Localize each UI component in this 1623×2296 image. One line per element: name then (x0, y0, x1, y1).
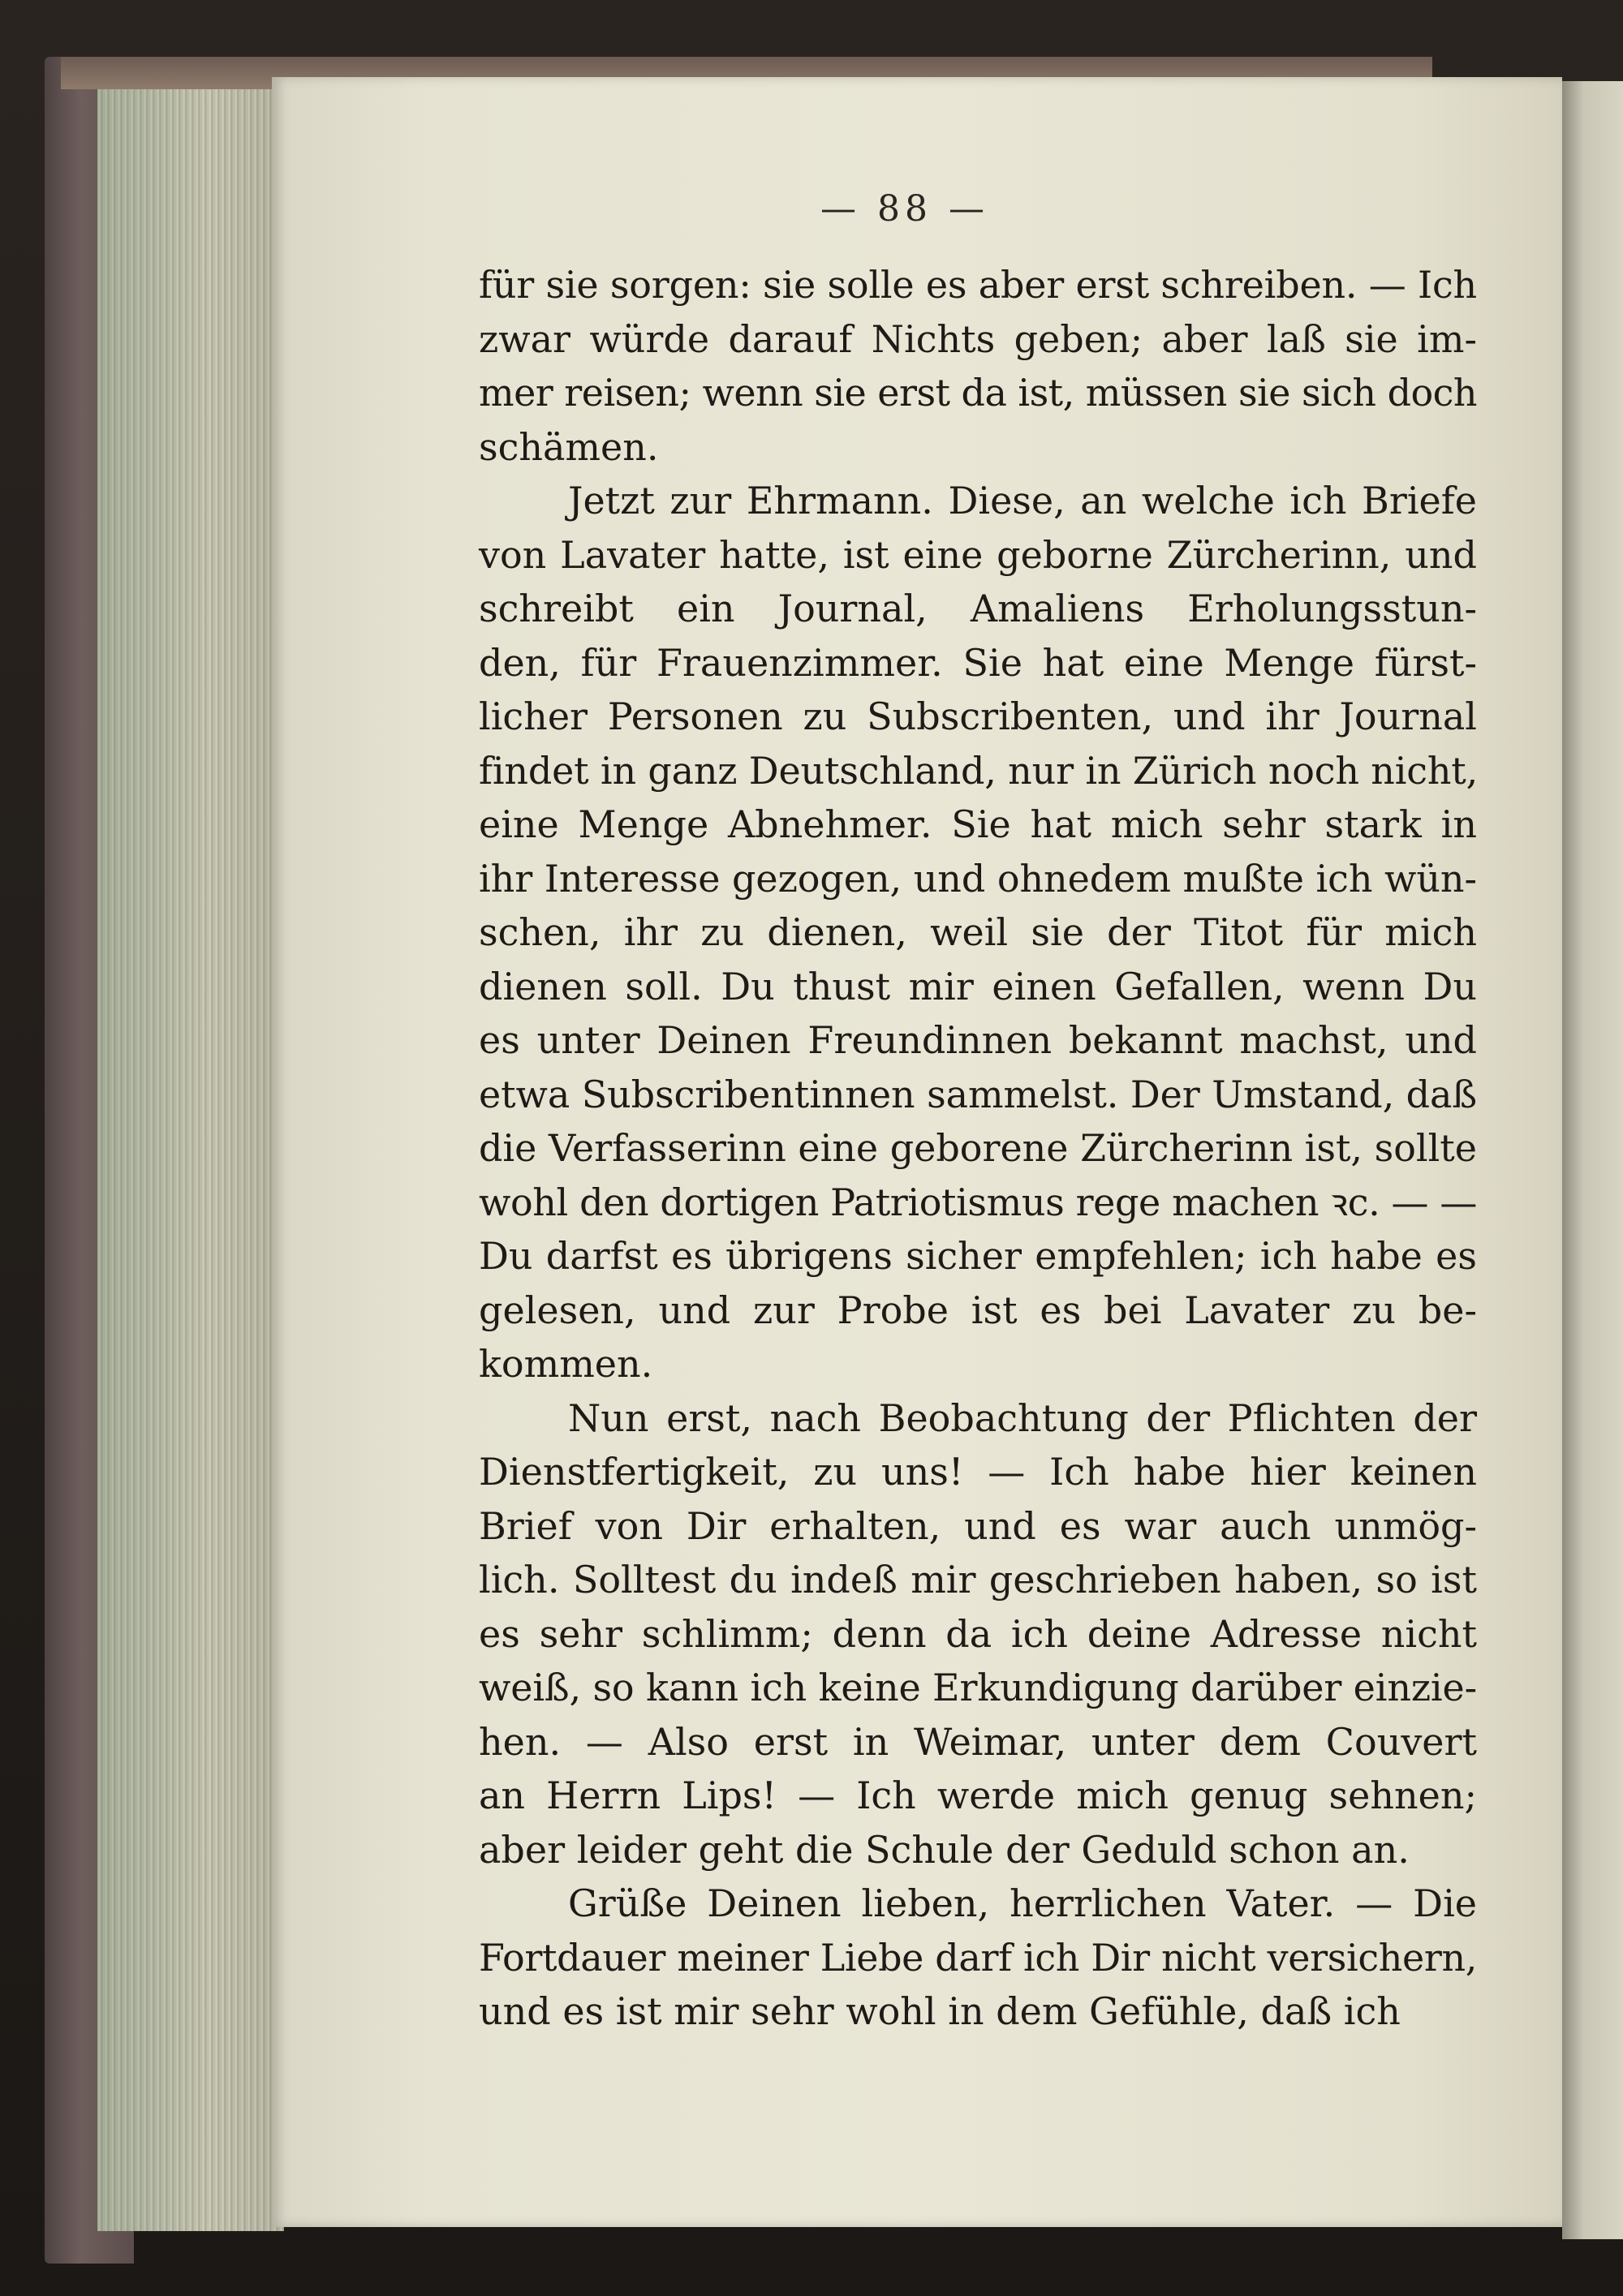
text-line: dienen soll. Du thust mir einen Gefallen, wenn Du (479, 964, 1477, 1008)
text-line: den, für Frauenzimmer. Sie hat eine Menge fürst- (479, 640, 1477, 685)
facing-page-edge (1562, 81, 1623, 2239)
text-line: etwa Subscribentinnen sammelst. Der Umstand, daß (479, 1072, 1477, 1116)
text-line: weiß, so kann ich keine Erkundigung darüber einzie- (479, 1666, 1477, 1709)
text-line: schämen. (479, 424, 659, 469)
text-line: mer reisen; wenn sie erst da ist, müssen sie sich doch (479, 371, 1477, 415)
paragraph (479, 1877, 1477, 2039)
text-line: für sie sorgen: sie solle es aber erst schreiben. — Ich (479, 263, 1477, 307)
text-line: lich. Solltest du indeß mir geschrieben haben, so ist (479, 1558, 1477, 1602)
body-text (479, 258, 1477, 2039)
text-line: gelesen, und zur Probe ist es bei Lavater zu be- (479, 1288, 1477, 1332)
paragraph (479, 258, 1477, 474)
page-edges-shade (97, 89, 284, 2231)
text-line: aber leider geht die Schule der Geduld schon an. (479, 1827, 1410, 1872)
text-line: Grüße Deinen lieben, herrlichen Vater. — Die (568, 1881, 1477, 1925)
paragraph (479, 1391, 1477, 1877)
text-line: Brief von Dir erhalten, und es war auch unmög- (479, 1503, 1477, 1548)
text-line: die Verfasserinn eine geborene Zürcherinn ist, sollte (479, 1126, 1477, 1170)
text-line: und es ist mir sehr wohl in dem Gefühle, daß ich (479, 1989, 1401, 2033)
text-line: zwar würde darauf Nichts geben; aber laß sie im- (479, 316, 1477, 361)
paragraph (479, 474, 1477, 1391)
text-line: Jetzt zur Ehrmann. Diese, an welche ich Briefe (568, 479, 1477, 522)
text-line: Du darfst es übrigens sicher empfehlen; ich habe es (479, 1234, 1477, 1278)
text-line: an Herrn Lips! — Ich werde mich genug sehnen; (479, 1774, 1477, 1817)
page-number: — 88 — (820, 188, 989, 230)
text-line: kommen. (479, 1342, 653, 1386)
text-line: von Lavater hatte, ist eine geborne Zürcherinn, und (479, 532, 1477, 577)
text-line: eine Menge Abnehmer. Sie hat mich sehr stark in (479, 802, 1477, 846)
text-line: Fortdauer meiner Liebe darf ich Dir nicht versichern, (479, 1935, 1477, 1980)
text-line: hen. — Also erst in Weimar, unter dem Couvert (479, 1719, 1477, 1764)
text-line: schreibt ein Journal, Amaliens Erholungsstun- (479, 587, 1477, 630)
text-line: findet in ganz Deutschland, nur in Zürich noch nicht, (479, 748, 1479, 793)
text-line: ihr Interesse gezogen, und ohnedem mußte ich wün- (479, 856, 1477, 901)
text-line: wohl den dortigen Patriotismus rege machen ꝛc. — — (479, 1180, 1477, 1224)
text-line: es unter Deinen Freundinnen bekannt machst, und (479, 1018, 1477, 1062)
text-line: es sehr schlimm; denn da ich deine Adresse nicht (479, 1611, 1477, 1656)
text-line: licher Personen zu Subscribenten, und ihr Journal (479, 694, 1477, 738)
text-line: Nun erst, nach Beobachtung der Pflichten der (568, 1395, 1477, 1440)
text-line: Dienstfertigkeit, zu uns! — Ich habe hier keinen (479, 1450, 1477, 1494)
text-line: schen, ihr zu dienen, weil sie der Titot für mich (479, 910, 1477, 954)
